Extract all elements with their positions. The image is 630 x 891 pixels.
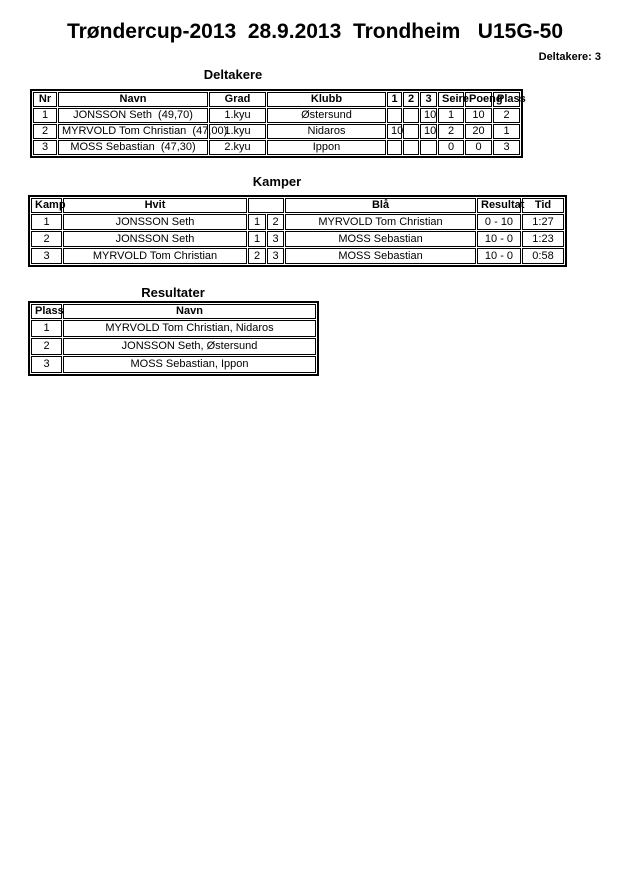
col-header-kamp: Kamp (31, 198, 62, 213)
cell-seire: 0 (438, 140, 464, 155)
table-row (31, 338, 316, 355)
cell-kamp-nr: 1 (31, 214, 62, 230)
cell-seire: 1 (438, 108, 464, 123)
cell-grad: 1.kyu (209, 108, 266, 123)
col-header-round-1: 1 (387, 92, 402, 107)
table-row (33, 124, 520, 139)
col-header-navn: Navn (58, 92, 208, 107)
cell-round-3: 10 (420, 124, 437, 139)
cell-kamp-nr: 2 (31, 231, 62, 247)
col-header-plass: Plass (493, 92, 520, 107)
cell-plass: 3 (493, 140, 520, 155)
table-row (31, 320, 316, 337)
col-header-round-3: 3 (420, 92, 437, 107)
cell-navn: MOSS Sebastian, Ippon (63, 356, 316, 373)
cell-poeng: 0 (465, 140, 492, 155)
cell-round-2 (403, 124, 419, 139)
cell-bla-name: MOSS Sebastian (285, 248, 476, 264)
col-header-klubb: Klubb (267, 92, 386, 107)
col-header-round-2: 2 (403, 92, 419, 107)
table-row (31, 356, 316, 373)
page-title: Trøndercup-2013 28.9.2013 Trondheim U15G-50 (66, 20, 564, 43)
cell-klubb: Ippon (267, 140, 386, 155)
col-header-plass: Plass (31, 304, 62, 319)
col-header-grad: Grad (209, 92, 266, 107)
col-header-navn: Navn (63, 304, 316, 319)
cell-plass: 1 (31, 320, 62, 337)
col-header-bla: Blå (285, 198, 476, 213)
kamper-table (28, 195, 567, 267)
cell-plass: 1 (493, 124, 520, 139)
cell-round-1 (387, 140, 402, 155)
cell-bla-nr: 3 (267, 231, 284, 247)
cell-grad: 1.kyu (209, 124, 266, 139)
cell-navn: MYRVOLD Tom Christian, Nidaros (63, 320, 316, 337)
table-row (33, 108, 520, 123)
cell-round-3: 10 (420, 108, 437, 123)
table-row (33, 140, 520, 155)
kamper-section-title: Kamper (252, 174, 302, 189)
col-header-nr: Nr (33, 92, 57, 107)
cell-bla-nr: 2 (267, 214, 284, 230)
table-row (31, 231, 564, 247)
cell-tid: 1:27 (522, 214, 564, 230)
cell-navn: JONSSON Seth, Østersund (63, 338, 316, 355)
resultater-table (28, 301, 319, 376)
resultater-header-row (31, 304, 316, 319)
cell-resultat: 10 - 0 (477, 248, 521, 264)
cell-poeng: 10 (465, 108, 492, 123)
cell-bla-name: MYRVOLD Tom Christian (285, 214, 476, 230)
cell-round-1: 10 (387, 124, 402, 139)
cell-grad: 2.kyu (209, 140, 266, 155)
kamper-header-row (31, 198, 564, 213)
cell-round-3 (420, 140, 437, 155)
col-header-spacer (248, 198, 284, 213)
col-header-resultat: Resultat (477, 198, 521, 213)
cell-plass: 3 (31, 356, 62, 373)
col-header-hvit: Hvit (63, 198, 247, 213)
cell-hvit-name: MYRVOLD Tom Christian (63, 248, 247, 264)
cell-round-1 (387, 108, 402, 123)
cell-hvit-nr: 2 (248, 248, 266, 264)
cell-navn: JONSSON Seth (49,70) (58, 108, 208, 123)
cell-seire: 2 (438, 124, 464, 139)
cell-bla-name: MOSS Sebastian (285, 231, 476, 247)
table-row (31, 214, 564, 230)
cell-poeng: 20 (465, 124, 492, 139)
cell-resultat: 0 - 10 (477, 214, 521, 230)
cell-hvit-nr: 1 (248, 231, 266, 247)
cell-navn: MOSS Sebastian (47,30) (58, 140, 208, 155)
cell-round-2 (403, 140, 419, 155)
cell-plass: 2 (493, 108, 520, 123)
cell-kamp-nr: 3 (31, 248, 62, 264)
cell-nr: 1 (33, 108, 57, 123)
cell-tid: 0:58 (522, 248, 564, 264)
cell-resultat: 10 - 0 (477, 231, 521, 247)
deltakere-header-row (33, 92, 520, 107)
cell-hvit-name: JONSSON Seth (63, 231, 247, 247)
cell-round-2 (403, 108, 419, 123)
col-header-tid: Tid (522, 198, 564, 213)
cell-nr: 2 (33, 124, 57, 139)
col-header-poeng: Poeng (465, 92, 492, 107)
cell-navn: MYRVOLD Tom Christian (47,00) (58, 124, 208, 139)
participants-count: Deltakere: 3 (538, 51, 601, 63)
cell-klubb: Nidaros (267, 124, 386, 139)
cell-bla-nr: 3 (267, 248, 284, 264)
cell-hvit-nr: 1 (248, 214, 266, 230)
cell-klubb: Østersund (267, 108, 386, 123)
deltakere-table (30, 89, 526, 158)
resultater-section-title: Resultater (141, 285, 205, 300)
cell-nr: 3 (33, 140, 57, 155)
deltakere-section-title: Deltakere (203, 67, 263, 82)
table-row (31, 248, 564, 264)
col-header-seire: Seire (438, 92, 464, 107)
cell-tid: 1:23 (522, 231, 564, 247)
cell-plass: 2 (31, 338, 62, 355)
cell-hvit-name: JONSSON Seth (63, 214, 247, 230)
